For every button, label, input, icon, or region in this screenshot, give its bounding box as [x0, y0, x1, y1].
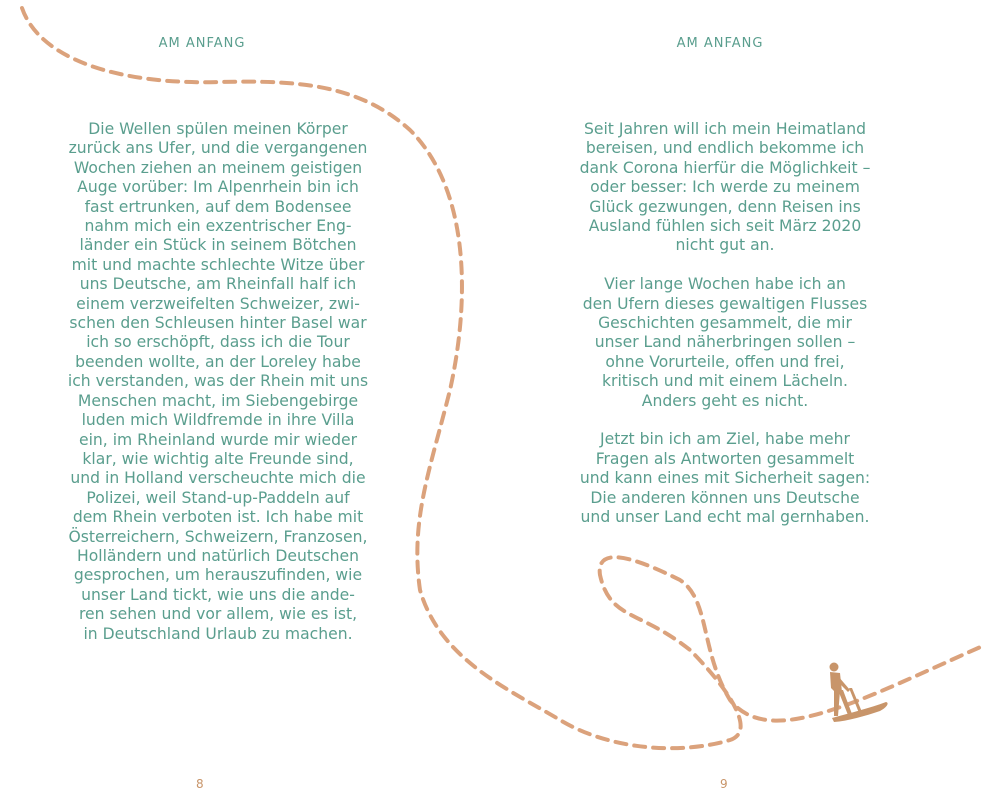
text-line: oder besser: Ich werde zu meinem — [590, 178, 860, 197]
page-number: 8 — [196, 777, 204, 791]
text-line: Holländern und natürlich Deutschen — [76, 546, 360, 565]
text-line: Ausland fühlen sich seit März 2020 — [588, 217, 862, 236]
text-line: Polizei, weil Stand-up-Paddeln auf — [86, 488, 350, 507]
text-line: ein, im Rheinland wurde mir wieder — [78, 430, 358, 449]
page-number: 9 — [720, 777, 728, 791]
text-line: Geschichten gesammelt, die mir — [598, 314, 852, 333]
text-line: Fragen als Antworten gesammelt — [595, 449, 855, 468]
text-line: ohne Vorurteile, offen und frei, — [605, 352, 845, 371]
text-line: und unser Land echt mal gernhaben. — [580, 508, 870, 527]
right-page — [500, 0, 1000, 800]
body-text — [530, 120, 920, 547]
text-line: Die Wellen spülen meinen Körper — [88, 120, 348, 138]
text-line: fast ertrunken, auf dem Bodensee — [84, 197, 352, 216]
text-line: Jetzt bin ich am Ziel, habe mehr — [600, 430, 850, 449]
text-line: einem verzweifelten Schweizer, zwi- — [76, 294, 360, 313]
paragraph — [530, 120, 920, 256]
text-line: nahm mich ein exzentrischer Eng- — [84, 217, 352, 236]
text-line: zurück ans Ufer, und die vergangenen — [68, 139, 368, 158]
text-line: klar, wie wichtig alte Freunde sind, — [82, 449, 354, 468]
text-line: unser Land tickt, wie uns die ande- — [81, 585, 355, 604]
text-line: ich verstanden, was der Rhein mit uns — [67, 372, 369, 391]
text-line: beenden wollte, an der Loreley habe — [75, 352, 361, 371]
text-line: schen den Schleusen hinter Basel war — [69, 314, 367, 333]
text-line: und kann eines mit Sicherheit sagen: — [579, 469, 871, 488]
text-line: unser Land näherbringen sollen – — [594, 333, 856, 352]
text-line: Österreichern, Schweizern, Franzosen, — [68, 527, 368, 546]
text-line: ich so erschöpft, dass ich die Tour — [86, 333, 350, 352]
running-head: AM ANFANG — [676, 36, 764, 51]
text-line: Die anderen können uns Deutsche — [590, 488, 860, 507]
text-line: dem Rhein verboten ist. Ich habe mit — [72, 508, 364, 527]
text-line: mit und machte schlechte Witze über — [71, 255, 365, 274]
text-line: luden mich Wildfremde in ihre Villa — [81, 411, 355, 430]
text-line: Auge vorüber: Im Alpenrhein bin ich — [77, 178, 359, 197]
body-text — [18, 120, 418, 644]
text-line: uns Deutsche, am Rheinfall half ich — [79, 275, 357, 294]
running-head: AM ANFANG — [158, 36, 246, 51]
text-line: kritisch und mit einem Lächeln. — [602, 372, 848, 391]
text-line: ren sehen und vor allem, wie es ist, — [78, 605, 358, 624]
text-line: länder ein Stück in seinem Bötchen — [79, 236, 357, 255]
text-line: gesprochen, um herauszufinden, wie — [73, 566, 363, 585]
text-line: Anders geht es nicht. — [641, 391, 809, 410]
text-line: den Ufern dieses gewaltigen Flusses — [582, 294, 868, 313]
paragraph — [530, 430, 920, 527]
text-line: in Deutschland Urlaub zu machen. — [83, 624, 353, 643]
text-line: Wochen ziehen an meinem geistigen — [73, 158, 363, 177]
text-line: nicht gut an. — [675, 236, 775, 255]
text-line: Glück gezwungen, denn Reisen ins — [589, 197, 861, 216]
text-line: und in Holland verscheuchte mich die — [70, 469, 366, 488]
text-line: bereisen, und endlich bekomme ich — [585, 139, 865, 158]
text-line: Seit Jahren will ich mein Heimatland — [583, 120, 867, 138]
text-line: Menschen macht, im Siebengebirge — [77, 391, 359, 410]
text-line: Vier lange Wochen habe ich an — [604, 275, 846, 294]
text-line: dank Corona hierfür die Möglichkeit – — [579, 158, 871, 177]
paragraph — [530, 275, 920, 411]
